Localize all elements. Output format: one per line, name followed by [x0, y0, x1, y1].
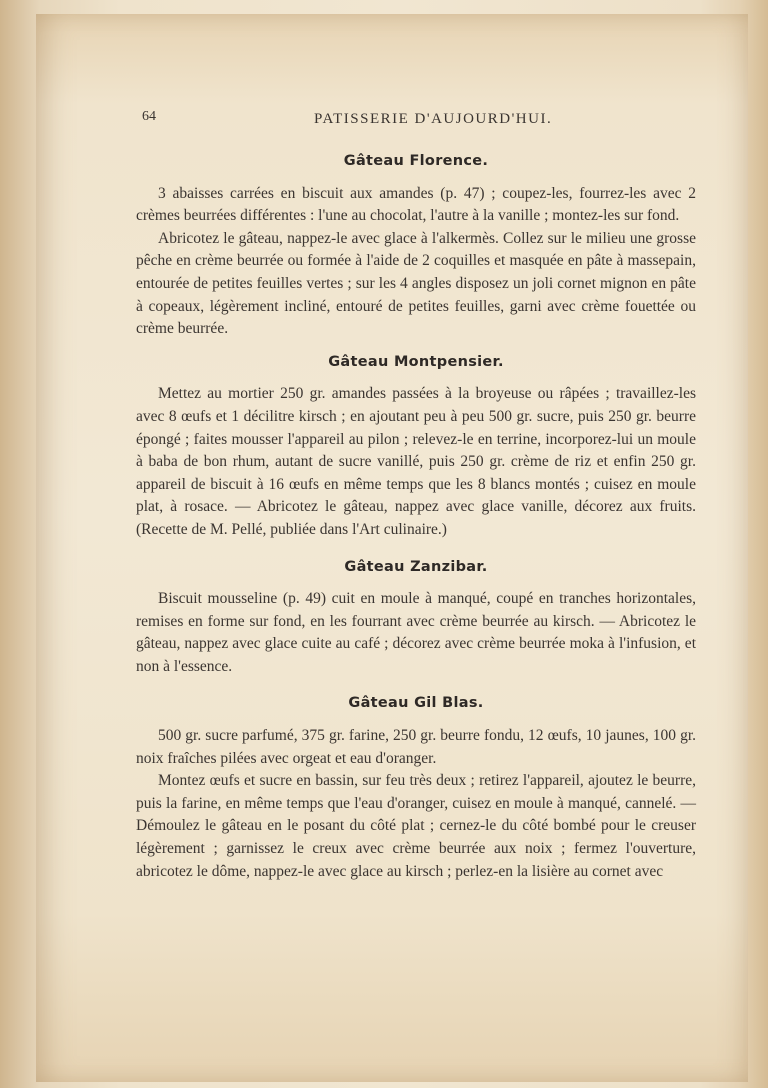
- page-content: [136, 150, 696, 883]
- recipe-paragraph: 500 gr. sucre parfumé, 375 gr. farine, 250 gr. beurre fondu, 12 œufs, 10 jaunes, 100 gr. noix fraîches pilées avec orgeat et eau d'oranger.: [136, 727, 696, 767]
- recipe-gateau-montpensier: [136, 351, 696, 542]
- recipe-paragraph: Montez œufs et sucre en bassin, sur feu très deux ; retirez l'appareil, ajoutez le beurre, puis la farine, en même temps que l'eau d'oranger, cuisez en moule à manqué, cannelé. — Démoulez le gâteau en le posant du côté plat ; cernez-le du côté bombé pour le creuser légèrement ; garnissez le creux avec crème beurrée aux noix ; fermez l'ouverture, abricotez le dôme, nappez-le avec glace au kirsch ; perlez-en la lisière au cornet avec: [136, 772, 696, 880]
- running-head: PATISSERIE D'AUJOURD'HUI.: [314, 111, 553, 127]
- recipe-paragraph: Mettez au mortier 250 gr. amandes passées à la broyeuse ou râpées ; travaillez-les avec 8 œufs et 1 décilitre kirsch ; en ajoutant peu à peu 500 gr. sucre, puis 250 gr. beurre épongé ; faites mousser l'appareil au pilon ; relevez-le en terrine, incorporez-lui un moule à baba de bon rhum, autant de sucre vanillé, puis 250 gr. crème de riz et enfin 250 gr. appareil de biscuit à 16 œufs en même temps que les 8 blancs montés ; cuisez en moule plat, à rosace. — Abricotez le gâteau, nappez avec glace vanille, décorez aux fruits. (Recette de M. Pellé, publiée dans l'Art culinaire.): [136, 385, 696, 538]
- recipe-title: Gâteau Florence.: [343, 153, 489, 169]
- recipe-title: Gâteau Zanzibar.: [344, 558, 488, 575]
- recipe-paragraph: 3 abaisses carrées en biscuit aux amandes (p. 47) ; coupez-les, fourrez-les avec 2 crèmes beurrées différentes : l'une au chocolat, l'autre à la vanille ; montez-les sur fond.: [136, 184, 696, 225]
- recipe-gateau-florence: [136, 150, 696, 341]
- recipe-gateau-zanzibar: [136, 556, 696, 679]
- recipe-paragraph: Biscuit mousseline (p. 49) cuit en moule à manqué, coupé en tranches horizontales, remises en forme sur fond, en les fourrant avec crème beurrée au kirsch. — Abricotez le gâteau, nappez avec glace cuite au café ; décorez avec crème beurrée moka à l'infusion, et non à l'essence.: [136, 590, 696, 675]
- recipe-gateau-gil-blas: [136, 692, 696, 883]
- page-number: 64: [142, 109, 156, 124]
- recipe-paragraph: Abricotez le gâteau, nappez-le avec glace à l'alkermès. Collez sur le milieu une grosse pêche en crème beurrée ou formée à l'aide de 2 coquilles et masquée en pâte à massepain, entourée de petites feuilles vertes ; sur les 4 angles disposez un joli cornet mignon en pâte à copeaux, légèrement incliné, entouré de petites feuilles, garni avec crème fouettée ou crème beurrée.: [136, 229, 696, 338]
- page-header: [142, 105, 682, 133]
- recipe-title: Gâteau Montpensier.: [328, 353, 504, 370]
- recipe-title: Gâteau Gil Blas.: [348, 695, 484, 712]
